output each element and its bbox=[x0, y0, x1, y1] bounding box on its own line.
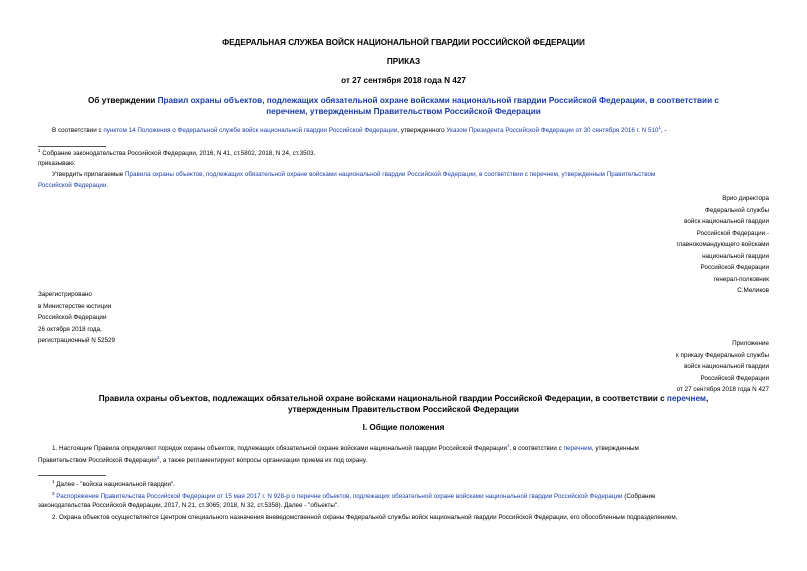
section-heading: I. Общие положения bbox=[362, 423, 445, 432]
footnote-1-mark: 1 bbox=[38, 148, 41, 153]
appendix-line: Приложение bbox=[732, 340, 769, 347]
appendix-block bbox=[676, 338, 769, 396]
appendix-line: к приказу Федеральной службы bbox=[676, 351, 769, 359]
paragraph-1 bbox=[52, 443, 639, 452]
rules-fn2-link[interactable]: Распоряжение Правительства Российской Федерации от 15 мая 2017 г. N 928-р о перечне объектов, подлежащих обязательной охране войсками национальной гвардии Российской Федерации bbox=[56, 493, 623, 501]
preamble-text1: В соответствии с bbox=[52, 127, 104, 135]
doc-subject-line2 bbox=[0, 107, 807, 116]
rules-fn1-mark: 1 bbox=[52, 479, 55, 484]
order-link-rules[interactable]: Правила охраны объектов, подлежащих обязательной охране войсками национальной гвардии Российской Федерации, в соответствии с перечнем, утвержденным Правительством bbox=[125, 171, 656, 178]
p1-line2-rest: , а также регламентируют вопросы организации приема их под охрану. bbox=[159, 457, 367, 465]
footnote-1-text: Собрание законодательства Российской Федерации, 2016, N 41, ст.5802, 2018, N 24, ст.3503. bbox=[42, 150, 316, 158]
rules-title bbox=[0, 394, 807, 403]
signature-line: генерал-полковник bbox=[713, 275, 769, 283]
registration-line: Зарегистрировано bbox=[38, 291, 92, 298]
signature-name: С.Меликов bbox=[737, 287, 769, 294]
registration-block bbox=[38, 289, 115, 347]
registration-line: 26 октября 2018 года, bbox=[38, 325, 102, 333]
rules-footnote-1 bbox=[52, 479, 175, 488]
preamble-footnote-mark[interactable]: 1 bbox=[658, 125, 662, 130]
footnote-1 bbox=[38, 148, 315, 157]
order-text-line2 bbox=[38, 182, 108, 189]
doc-type: ПРИКАЗ bbox=[386, 57, 421, 66]
signature-line: Федеральной службы bbox=[705, 206, 769, 214]
registration-line: регистрационный N 52529 bbox=[38, 337, 116, 344]
signature-line: войск национальной гвардии bbox=[684, 218, 769, 225]
signature-line: главнокомандующего войсками bbox=[676, 241, 769, 248]
preamble-link-decree[interactable]: Указом Президента Российской Федерации от 30 сентября 2016 г. N 510 bbox=[446, 127, 659, 135]
p1-line2: Правительством Российской Федерации bbox=[38, 457, 157, 465]
signature-line: Российской Федерации - bbox=[696, 229, 769, 237]
rules-fn2-mark: 2 bbox=[52, 491, 55, 496]
footnote-divider bbox=[38, 146, 106, 147]
p1-footnote-mark-2[interactable]: 2 bbox=[156, 455, 160, 460]
rules-footnote-2 bbox=[52, 491, 656, 500]
subject-link[interactable]: Правил охраны объектов, подлежащих обязательной охране войсками национальной гвардии Российской Федерации, в соответствии с bbox=[157, 96, 719, 105]
p1-footnote-mark-1[interactable]: 1 bbox=[507, 443, 510, 448]
org-title: ФЕДЕРАЛЬНАЯ СЛУЖБА ВОЙСК НАЦИОНАЛЬНОЙ ГВАРДИИ РОССИЙСКОЙ ФЕДЕРАЦИИ bbox=[222, 38, 585, 47]
order-text1: Утвердить прилагаемые bbox=[52, 171, 125, 178]
appendix-line: Российской Федерации bbox=[700, 374, 769, 382]
doc-subject bbox=[0, 96, 807, 105]
appendix-line: войск национальной гвардии bbox=[684, 363, 769, 370]
subject-link-line2[interactable]: перечнем, утвержденным Правительством Российской Федерации bbox=[266, 107, 541, 116]
doc-date-number: от 27 сентября 2018 года N 427 bbox=[341, 76, 466, 85]
footnote-divider-2 bbox=[38, 475, 106, 476]
order-verb: приказываю: bbox=[38, 160, 76, 167]
p1-text3: , утвержденным bbox=[591, 445, 639, 453]
rules-footnote-2-line2: законодательства Российской Федерации, 2017, N 21, ст.3065; 2018, N 32, ст.5358). Далее - "объекты". bbox=[38, 502, 339, 509]
signature-line: национальной гвардии bbox=[702, 252, 769, 260]
registration-line: Российской Федерации bbox=[38, 314, 107, 321]
order-link-rules-line2[interactable]: Российской Федерации. bbox=[38, 182, 109, 189]
paragraph-1-line2 bbox=[38, 455, 367, 464]
paragraph-2: 2. Охрана объектов осуществляется Центром специального назначения вневедомственной охраны Федеральной службы войск национальной гвардии Российской Федерации, его обособленным подразделением, bbox=[52, 514, 678, 521]
signature-line: Врио директора bbox=[722, 195, 769, 202]
p1-text2: , в соответствии с bbox=[509, 445, 564, 453]
p1-link-list[interactable]: перечнем bbox=[563, 445, 592, 453]
preamble-text2: , утвержденного bbox=[397, 127, 447, 135]
rules-title-prefix: Правила охраны объектов, подлежащих обязательной охране войсками национальной гвардии Российской Федерации, в соответствии с bbox=[98, 394, 667, 403]
registration-line: в Министерстве юстиции bbox=[38, 302, 112, 310]
preamble-text3: , - bbox=[661, 127, 667, 135]
subject-prefix: Об утверждении bbox=[88, 96, 158, 105]
signature-line: Российской Федерации bbox=[700, 264, 769, 271]
p1-text1: 1. Настоящие Правила определяют порядок охраны объектов, подлежащих обязательной охране войсками национальной гвардии Российской Федерации bbox=[52, 445, 508, 453]
signature-block bbox=[676, 193, 769, 297]
order-text bbox=[52, 171, 655, 178]
rules-fn2-text: (Собрание bbox=[622, 493, 656, 501]
appendix-line: от 27 сентября 2018 года N 427 bbox=[676, 386, 769, 393]
preamble bbox=[52, 125, 667, 134]
rules-title-link[interactable]: перечнем bbox=[666, 394, 706, 403]
rules-title-suffix: , bbox=[705, 394, 709, 403]
rules-title-line2: утвержденным Правительством Российской Федерации bbox=[288, 405, 519, 414]
preamble-link-regulation[interactable]: пунктом 14 Положения о Федеральной службе войск национальной гвардии Российской Федерации bbox=[103, 127, 398, 135]
rules-fn1-text: Далее - "войска национальной гвардии". bbox=[56, 481, 176, 489]
